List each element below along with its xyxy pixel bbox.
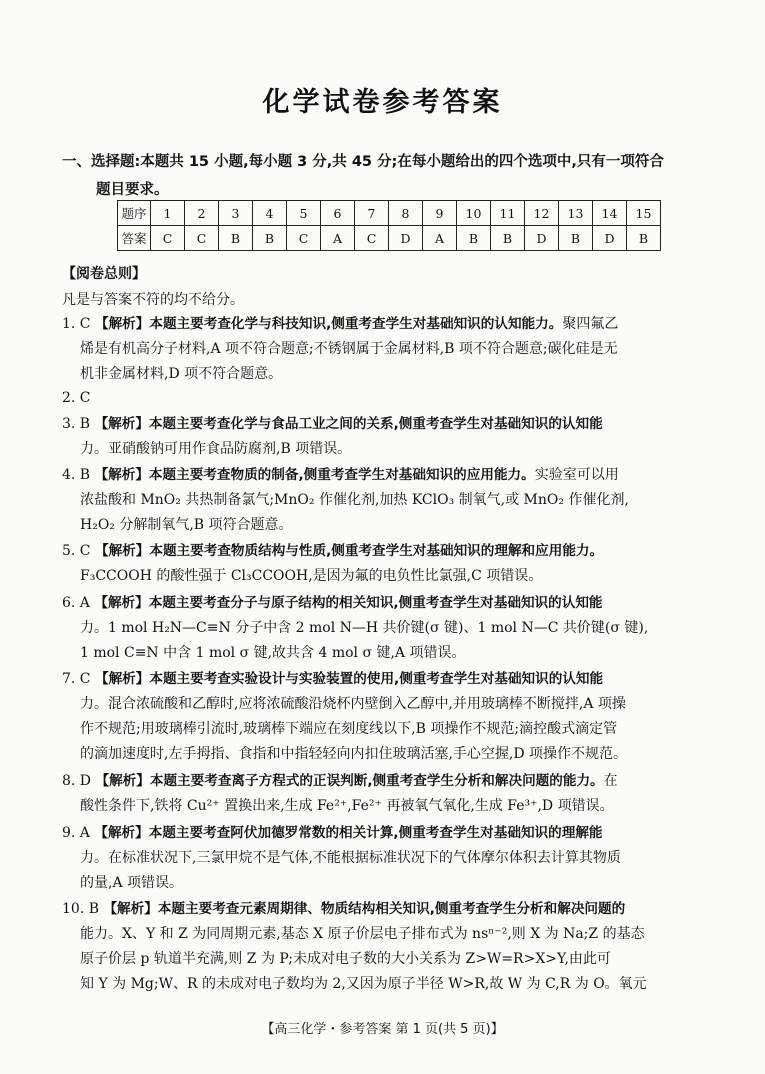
item-label: 3. B [62,416,91,432]
answer-item-3 [62,412,702,462]
question-number: 8 [389,201,423,226]
item-line: 力。亚硝酸钠可用作食品防腐剂,B 项错误。 [80,441,352,457]
item-line: F₃CCOOH 的酸性强于 Cl₃CCOOH,是因为氟的电负性比氯强,C 项错误。 [80,568,543,584]
question-number: 4 [253,201,287,226]
answer-cell: B [491,226,525,251]
section-heading-line2: 题目要求。 [96,182,169,198]
answer-cell: B [219,226,253,251]
answer-cell: C [287,226,321,251]
answer-cell: B [559,226,593,251]
answer-cell: D [389,226,423,251]
item-label: 10. B [62,901,100,917]
question-number: 1 [151,201,185,226]
question-number: 10 [457,201,491,226]
answer-table-row-label: 题序 [118,201,151,226]
grading-rules-text: 凡是与答案不符的均不给分。 [62,292,244,308]
answer-table-answer-row [118,226,661,251]
item-analysis: 【解析】本题主要考查实验设计与实验装置的使用,侧重考查学生对基础知识的认知能 [94,671,604,687]
answer-item-8 [62,769,702,819]
section-heading-line1: 一、选择题:本题共 15 小题,每小题 3 分,共 45 分;在每小题给出的四个选项中,只有一项符合 [62,154,664,170]
answer-item-7 [62,667,702,767]
answer-item-2 [62,386,702,411]
item-label: 1. C [62,316,91,332]
item-line: 力。混合浓硫酸和乙醇时,应将浓硫酸沿烧杯内壁倒入乙醇中,并用玻璃棒不断搅拌,A 项操 [80,696,626,712]
question-number: 13 [559,201,593,226]
item-analysis: 【解析】本题主要考查离子方程式的正误判断,侧重考查学生分析和解决问题的能力。 [95,773,604,789]
answer-table-number-row [118,201,661,226]
answer-table-row-label: 答案 [118,226,151,251]
item-line: 的滴加速度时,左手拇指、食指和中指轻轻向内扣住玻璃活塞,手心空握,D 项操作不规范。 [80,746,628,762]
item-label: 6. A [62,595,90,611]
item-line: 机非金属材料,D 项不符合题意。 [80,366,283,382]
item-line: 酸性条件下,铁将 Cu²⁺ 置换出来,生成 Fe²⁺,Fe²⁺ 再被氧气氧化,生成 Fe³⁺,D 项错误。 [80,798,614,814]
question-number: 9 [423,201,457,226]
answer-item-9 [62,821,702,896]
answer-item-1 [62,312,702,387]
item-analysis: 【解析】本题主要考查化学与科技知识,侧重考查学生对基础知识的认知能力。 [94,316,563,332]
item-line: 作不规范;用玻璃棒引流时,玻璃棒下端应在刻度线以下,B 项操作不规范;滴控酸式滴定管 [80,721,618,737]
answer-cell: B [253,226,287,251]
answer-table [117,200,661,251]
item-analysis: 【解析】本题主要考查物质结构与性质,侧重考查学生对基础知识的理解和应用能力。 [94,543,604,559]
item-analysis: 【解析】本题主要考查分子与原子结构的相关知识,侧重考查学生对基础知识的认知能 [94,595,603,611]
answer-cell: B [627,226,661,251]
answer-item-6 [62,591,702,666]
item-text: 聚四氟乙 [562,316,619,332]
item-analysis: 【解析】本题主要考查物质的制备,侧重考查学生对基础知识的应用能力。 [94,467,535,483]
item-line: 烯是有机高分子材料,A 项不符合题意;不锈钢属于金属材料,B 项不符合题意;碳化硅是无 [80,341,618,357]
answer-item-5 [62,539,702,589]
item-line: 1 mol C≡N 中含 1 mol σ 键,故共含 4 mol σ 键,A 项错误。 [80,645,466,661]
answer-item-10 [62,897,702,997]
item-analysis: 【解析】本题主要考查阿伏加德罗常数的相关计算,侧重考查学生对基础知识的理解能 [94,825,603,841]
item-label: 2. C [62,390,91,406]
question-number: 11 [491,201,525,226]
item-line: 力。在标准状况下,三氯甲烷不是气体,不能根据标准状况下的气体摩尔体积去计算其物质 [80,850,621,866]
page-title: 化学试卷参考答案 [262,87,503,118]
answer-cell: A [423,226,457,251]
item-label: 9. A [62,825,90,841]
question-number: 2 [185,201,219,226]
answer-cell: A [321,226,355,251]
answer-cell: B [457,226,491,251]
answer-cell: D [593,226,627,251]
question-number: 12 [525,201,559,226]
answer-cell: C [185,226,219,251]
answer-cell: C [355,226,389,251]
item-line: 力。1 mol H₂N—C≡N 分子中含 2 mol N—H 共价键(σ 键)、1 mol N—C 共价键(σ 键), [80,620,649,636]
item-label: 7. C [62,671,91,687]
question-number: 3 [219,201,253,226]
question-number: 5 [287,201,321,226]
item-line: 能力。X、Y 和 Z 为同周期元素,基态 X 原子价层电子排布式为 nsⁿ⁻²,则 X 为 Na;Z 的基态 [80,926,645,942]
item-analysis: 【解析】本题主要考查化学与食品工业之间的关系,侧重考查学生对基础知识的认知能 [94,416,603,432]
item-line: 的量,A 项错误。 [80,875,184,891]
question-number: 14 [593,201,627,226]
question-number: 15 [627,201,661,226]
item-line: 浓盐酸和 MnO₂ 共热制备氯气;MnO₂ 作催化剂,加热 KClO₃ 制氧气,或 MnO₂ 作催化剂, [80,492,629,508]
answer-cell: D [525,226,559,251]
answer-cell: C [151,226,185,251]
item-analysis: 【解析】本题主要考查元素周期律、物质结构相关知识,侧重考查学生分析和解决问题的 [103,901,626,917]
question-number: 6 [321,201,355,226]
item-label: 4. B [62,467,91,483]
section-heading [62,148,702,204]
item-text: 实验室可以用 [534,467,619,483]
question-number: 7 [355,201,389,226]
item-label: 5. C [62,543,91,559]
item-text: 在 [603,773,618,789]
item-label: 8. D [62,773,92,789]
item-line: 原子价层 p 轨道半充满,则 Z 为 P;未成对电子数的大小关系为 Z>W=R>X>Y,由此可 [80,951,611,967]
item-line: 知 Y 为 Mg;W、R 的未成对电子数均为 2,又因为原子半径 W>R,故 W 为 C,R 为 O。氧元 [80,976,647,992]
page-footer: 【高三化学・参考答案 第 1 页(共 5 页)】 [261,1022,504,1037]
item-line: H₂O₂ 分解制氧气,B 项符合题意。 [80,517,293,533]
answer-item-4 [62,463,702,538]
grading-rules-heading: 【阅卷总则】 [62,266,146,282]
